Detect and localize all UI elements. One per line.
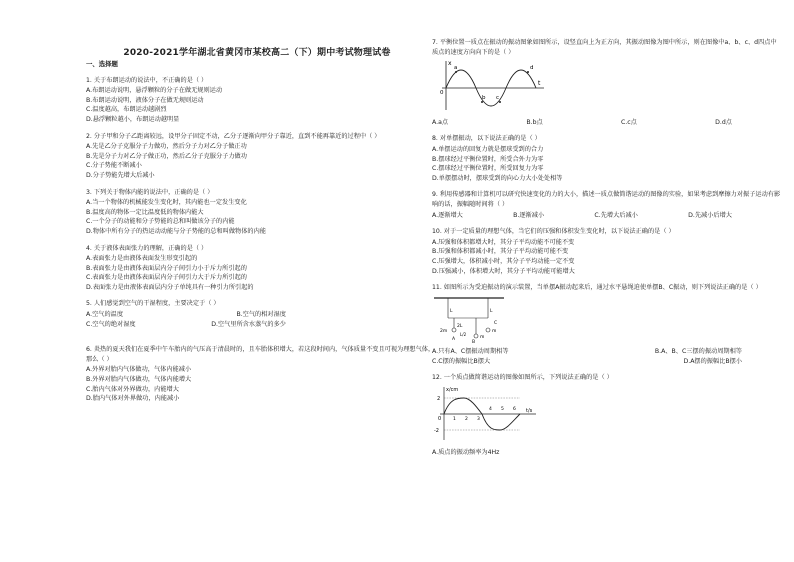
option-d: D.胎内气体对外界做功，内能减小 (86, 395, 180, 403)
option-d: D.物体中所有分子的热运动动能与分子势能的总和叫做物体的内能 (86, 227, 266, 235)
point-label-b: b (482, 95, 486, 102)
option-c: C.c点 (620, 118, 637, 126)
question-stem: 12. 一个质点做简谐运动的图像如图所示，下列说法正确的是（ ） (432, 374, 613, 382)
ratio-label: L/2 (460, 331, 467, 337)
option-c: C.一个分子的动能和分子势能的总和叫做该分子的内能 (86, 218, 235, 226)
length-label: 2L (457, 323, 463, 329)
question-3 (86, 188, 436, 237)
option-a: A.表面张力是由液体表面发生形变引起的 (86, 255, 198, 263)
y-axis-label: x/cm (446, 387, 459, 394)
bob-a (452, 328, 456, 332)
question-5 (86, 299, 436, 329)
question-9 (432, 190, 782, 220)
question-12 (432, 373, 782, 457)
question-stem: 3. 下列关于物体内能的说法中，正确的是（ ） (86, 188, 214, 196)
option-c: C.C摆的振幅比B摆大 (432, 357, 491, 365)
length-label: L (450, 308, 453, 314)
tick-label: 5 (501, 407, 504, 413)
question-8 (432, 134, 782, 183)
figure-11-pendulum-setup (432, 294, 512, 344)
option-a: A.先是乙分子克服分子力做功，然后分子力对乙分子做正功 (86, 143, 247, 151)
option-c: C.表面张力是由液体表面层内分子间引力大于斥力所引起的 (86, 274, 247, 282)
question-stem: 6. 炎热的夏天我们在夏季中午车胎内的气压高于清晨时的，且车胎体积增大，若这段时间内，气体质量不变且可视为理想气体，那么（ ） (86, 346, 435, 363)
option-d: D.A摆的振幅比B摆小 (683, 357, 742, 365)
option-b: B.表面张力是由液体表面层内分子间引力小于斥力所引起的 (86, 264, 247, 272)
options-row (432, 357, 742, 367)
options-row (432, 211, 732, 221)
option-a: A.布朗运动说明，悬浮颗粒的分子在做无规则运动 (86, 87, 223, 95)
options-row (86, 320, 286, 330)
option-d: D.单摆摆动时，摆球受到的向心力大小处处相等 (432, 174, 563, 182)
options-row (432, 347, 742, 357)
pendulum-label: A (452, 336, 456, 342)
option-d: D.空气里所含水蒸气的多少 (211, 320, 286, 328)
question-stem: 9. 利用传感器和计算机可以研究快速变化的力的大小，描述一质点做简谐运动的图像的实验，如果考虑到摩擦力对振子运动有影响的话，振幅随时间将（ ） (432, 191, 781, 208)
question-stem: 2. 分子甲和分子乙距离较远，设甲分子固定不动，乙分子逐渐向甲分子靠近，直到不能再靠近的过程中（ ） (86, 132, 381, 140)
option-b: B.温度高的物体一定比温度低的物体内能大 (86, 208, 204, 216)
length-label: L (490, 308, 493, 314)
pendulum-label: B (472, 339, 476, 344)
mass-label: m (492, 328, 497, 334)
options-row (86, 310, 286, 320)
tick-label: 6 (513, 407, 516, 413)
option-c: C.温度越高，布朗运动越剧烈 (86, 106, 167, 114)
left-column (86, 60, 436, 411)
question-10 (432, 227, 782, 276)
question-stem: 1. 关于布朗运动的说法中，不正确的是（ ） (86, 76, 208, 84)
y-axis-label: x (448, 60, 452, 68)
option-d: D.压强减小，体积增大时，其分子平均动能可能增大 (432, 267, 575, 275)
option-a: A.a点 (432, 118, 449, 126)
option-b: B.先是分子力对乙分子做正功，然后乙分子克服分子力做功 (86, 152, 247, 160)
option-a: A.逐渐增大 (432, 211, 463, 219)
question-1 (86, 76, 436, 125)
point-a (455, 71, 457, 73)
question-4 (86, 244, 436, 293)
point-label-d: d (530, 65, 534, 72)
option-c: C.压强增大，体积减小时，其分子平均动能一定不变 (432, 257, 575, 265)
pendulum-label: C (494, 320, 498, 326)
section-heading: 一、选择题 (86, 60, 118, 68)
question-stem: 8. 对单摆振动，以下说法正确的是（ ） (432, 135, 541, 143)
option-c: C.分子势能不断减小 (86, 162, 142, 170)
question-stem: 10. 对于一定质量的理想气体，当它们的压强和体积发生变化时，以下说法正确的是（ ） (432, 228, 675, 236)
option-b: B.外界对胎内气体做功，气体内能增大 (86, 376, 192, 384)
point-c (499, 101, 501, 103)
option-d: D.悬浮颗粒越小，布朗运动越明显 (86, 115, 180, 123)
question-7 (432, 38, 782, 127)
option-b: B.摆球经过平衡位置时，所受合外力为零 (432, 155, 544, 163)
option-c: C.先增大后减小 (594, 211, 638, 219)
question-stem: 11. 如图所示为受迫振动的演示装置，当单摆A振动起来后，通过水平悬绳迫使单摆B、C振动，则下列说法正确的是（ ） (432, 284, 762, 292)
option-a: A.空气的温度 (86, 311, 124, 319)
origin-label: 0 (438, 416, 442, 423)
point-b (481, 101, 483, 103)
tick-label: 1 (453, 417, 456, 423)
bob-b (474, 334, 478, 338)
right-column (432, 38, 782, 464)
option-d: D.分子势能先增大后减小 (86, 171, 155, 179)
option-a: A.外界对胎内气体做功，气体内能减小 (86, 366, 192, 374)
tick-label: 4 (489, 407, 492, 413)
question-stem: 4. 关于液体表面张力的理解，正确的是（ ） (86, 244, 208, 252)
option-d: D.表面张力是由液体表面层内分子单纯具有一种引力所引起的 (86, 283, 254, 291)
origin-label: 0 (440, 90, 444, 97)
point-d (527, 71, 529, 73)
figure-7-wave-graph (432, 58, 552, 114)
option-a: A.质点的振动频率为4Hz (432, 448, 500, 456)
option-d: D.先减小后增大 (688, 211, 732, 219)
y-max-label: 2 (437, 396, 441, 403)
question-6 (86, 345, 436, 404)
option-b: B.布朗运动说明，液体分子在做无规则运动 (86, 96, 204, 104)
question-2 (86, 132, 436, 181)
option-a: A.只有A、C摆振动周期相等 (432, 348, 509, 356)
option-c: C.空气的绝对湿度 (86, 320, 136, 328)
options-row (432, 118, 732, 128)
option-b: B.A、B、C三摆的振动周期相等 (654, 348, 742, 356)
point-label-c: c (496, 95, 500, 102)
y-min-label: -2 (434, 428, 439, 435)
x-axis-label: t/s (526, 408, 533, 415)
mass-label: m (480, 334, 485, 340)
option-c: C.摆球经过平衡位置时，所受回复力为零 (432, 165, 544, 173)
question-stem: 7. 平衡位置一质点在振动的振动图象如图所示，设竖直向上为正方向，其振动图像为图中所示，则在图像中a、b、c、d四点中质点的速度方向向下的是（ ） (432, 39, 777, 56)
point-label-a: a (454, 65, 458, 72)
page-title: 2020-2021学年湖北省黄冈市某校高二（下）期中考试物理试卷 (123, 48, 391, 58)
option-c: C.胎内气体对外界做功，内能增大 (86, 385, 179, 393)
option-a: A.当一个物体的机械能发生变化时，其内能也一定发生变化 (86, 199, 247, 207)
option-b: B.逐渐减小 (513, 211, 545, 219)
x-axis-label: t (538, 80, 541, 88)
option-b: B.b点 (526, 118, 543, 126)
option-b: B.空气的相对湿度 (236, 311, 286, 319)
question-11 (432, 283, 782, 366)
bob-c (486, 328, 490, 332)
option-d: D.d点 (715, 118, 732, 126)
tick-label: 3 (477, 417, 480, 423)
figure-12-vibration-graph (432, 384, 542, 444)
option-a: A.单摆运动的回复力就是摆球受到的合力 (432, 145, 544, 153)
option-b: B.压强和体积都减小时，其分子平均动能可能不变 (432, 248, 569, 256)
mass-label: 2m (440, 328, 448, 334)
tick-label: 2 (465, 417, 468, 423)
option-a: A.压强和体积都增大时，其分子平均动能不可能不变 (432, 238, 575, 246)
question-stem: 5. 人们感觉到空气的干湿程度，主要决定于（ ） (86, 300, 220, 308)
